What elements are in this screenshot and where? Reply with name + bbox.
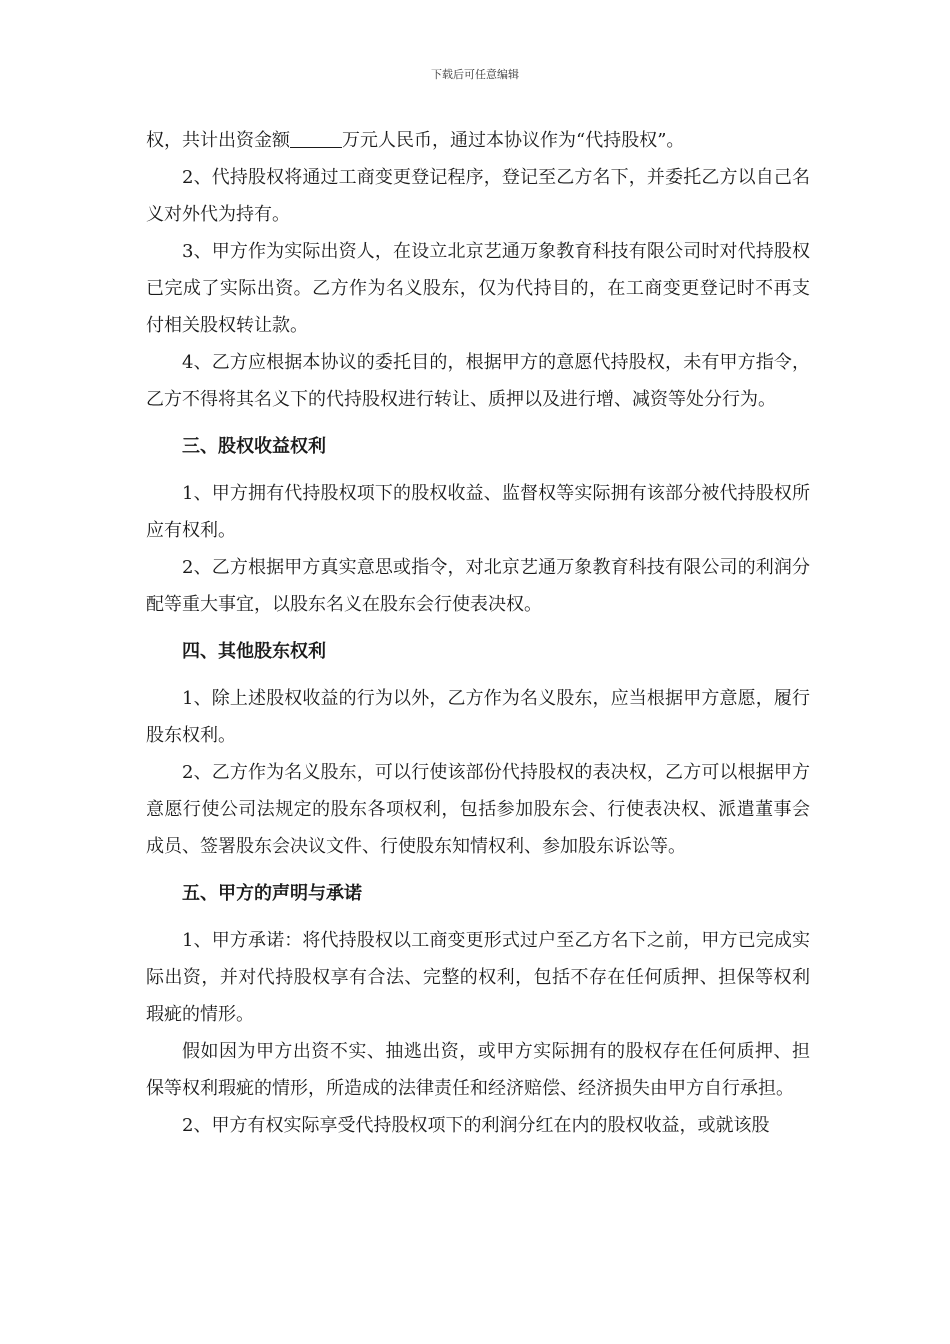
section-heading: 四、其他股东权利 bbox=[182, 641, 326, 662]
paragraph: 3、甲方作为实际出资人，在设立北京艺通万象教育科技有限公司时对代持股权已完成了实际出资。乙方作为名义股东，仅为代持目的，在工商变更登记时不再支付相关股权转让款。 bbox=[146, 241, 810, 336]
document-body bbox=[146, 122, 810, 1144]
section-heading: 三、股权收益权利 bbox=[182, 436, 326, 457]
paragraph bbox=[146, 122, 810, 159]
paragraph: 2、甲方有权实际享受代持股权项下的利润分红在内的股权收益，或就该股 bbox=[182, 1115, 770, 1136]
paragraph: 1、甲方拥有代持股权项下的股权收益、监督权等实际拥有该部分被代持股权所应有权利。 bbox=[146, 483, 810, 541]
paragraph: 2、代持股权将通过工商变更登记程序，登记至乙方名下，并委托乙方以自己名义对外代为持有。 bbox=[146, 167, 810, 225]
paragraph-text: 万元人民币，通过本协议作为“代持股权”。 bbox=[342, 130, 685, 151]
section-heading: 五、甲方的声明与承诺 bbox=[182, 883, 362, 904]
paragraph: 1、甲方承诺：将代持股权以工商变更形式过户至乙方名下之前，甲方已完成实际出资，并对代持股权享有合法、完整的权利，包括不存在任何质押、担保等权利瑕疵的情形。 bbox=[146, 930, 810, 1025]
paragraph: 假如因为甲方出资不实、抽逃出资，或甲方实际拥有的股权存在任何质押、担保等权利瑕疵的情形，所造成的法律责任和经济赔偿、经济损失由甲方自行承担。 bbox=[146, 1041, 810, 1099]
amount-blank bbox=[290, 129, 342, 148]
paragraph: 1、除上述股权收益的行为以外，乙方作为名义股东，应当根据甲方意愿，履行股东权利。 bbox=[146, 688, 810, 746]
paragraph: 2、乙方作为名义股东，可以行使该部份代持股权的表决权，乙方可以根据甲方意愿行使公司法规定的股东各项权利，包括参加股东会、行使表决权、派遣董事会成员、签署股东会决议文件、行使股东知情权利、参加股东诉讼等。 bbox=[146, 762, 810, 857]
paragraph: 4、乙方应根据本协议的委托目的，根据甲方的意愿代持股权，未有甲方指令，乙方不得将其名义下的代持股权进行转让、质押以及进行增、减资等处分行为。 bbox=[146, 352, 810, 410]
paragraph-text: 权，共计出资金额 bbox=[146, 130, 290, 151]
page-header: 下载后可任意编辑 bbox=[431, 68, 519, 81]
paragraph: 2、乙方根据甲方真实意思或指令，对北京艺通万象教育科技有限公司的利润分配等重大事宜，以股东名义在股东会行使表决权。 bbox=[146, 557, 810, 615]
